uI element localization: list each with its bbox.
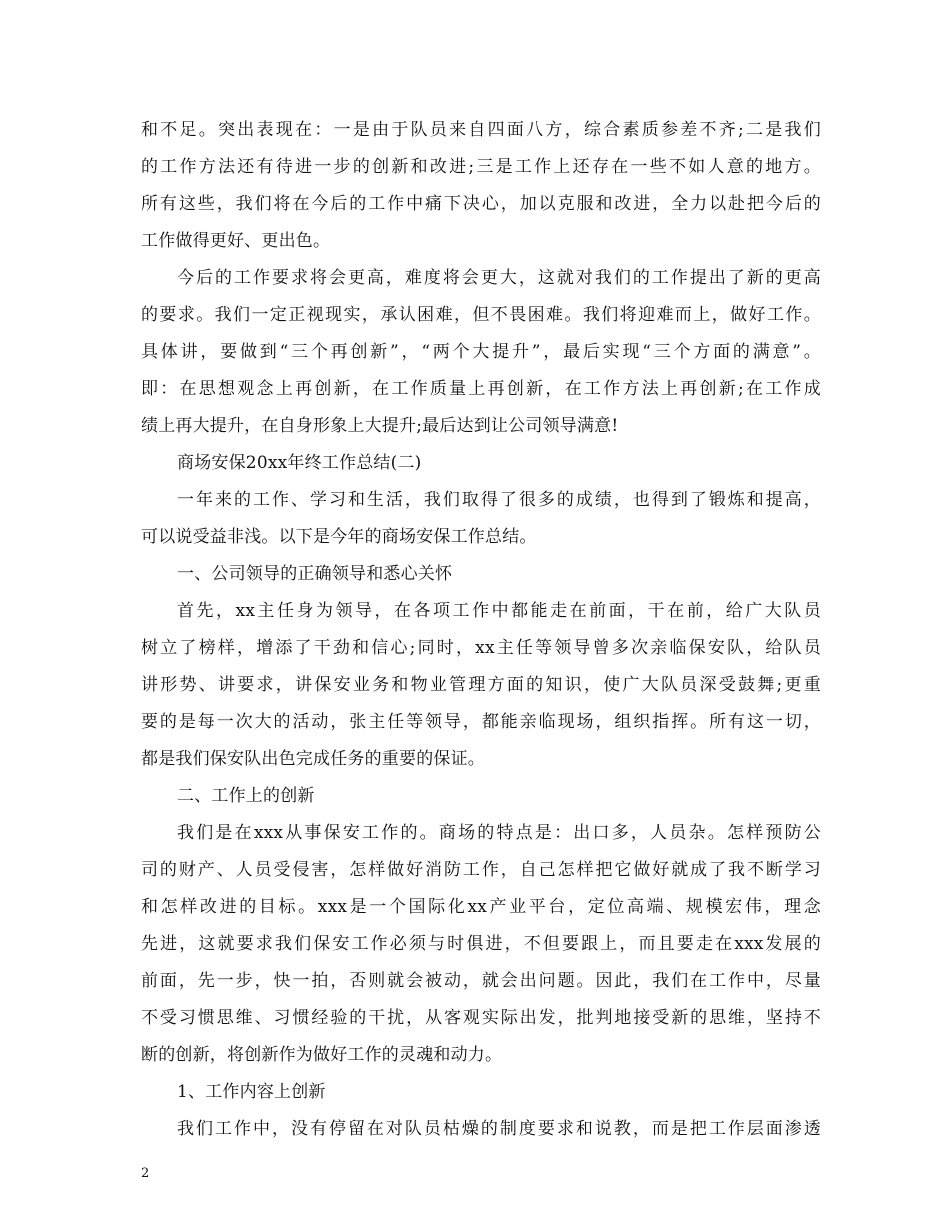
body-text-line: 不受习惯思维、习惯经验的干扰，从客观实际出发，批判地接受新的思维，坚持不 [141, 1008, 821, 1028]
body-text-line: 的要求。我们一定正视现实，承认困难，但不畏困难。我们将迎难而上，做好工作。 [141, 305, 821, 325]
body-text-line: 即：在思想观念上再创新，在工作质量上再创新，在工作方法上再创新;在工作成 [141, 379, 821, 399]
body-text-line: 先进，这就要求我们保安工作必须与时俱进，不但要跟上，而且要走在xxx发展的 [141, 934, 821, 954]
section-heading: 一、公司领导的正确领导和悉心关怀 [177, 564, 453, 584]
paragraph-first-line: 我们是在xxx从事保安工作的。商场的特点是：出口多，人员杂。怎样预防公 [177, 823, 821, 843]
body-text-line: 断的创新，将创新作为做好工作的灵魂和动力。 [141, 1045, 503, 1065]
section-title: 商场安保20xx年终工作总结(二) [177, 453, 422, 473]
body-text-line: 讲形势、讲要求，讲保安业务和物业管理方面的知识，使广大队员深受鼓舞;更重 [141, 675, 821, 695]
paragraph-first-line: 今后的工作要求将会更高，难度将会更大，这就对我们的工作提出了新的更高 [177, 268, 821, 288]
body-text-line: 可以说受益非浅。以下是今年的商场安保工作总结。 [141, 527, 537, 547]
paragraph-first-line: 我们工作中，没有停留在对队员枯燥的制度要求和说教，而是把工作层面渗透 [177, 1119, 821, 1139]
body-text-line: 树立了榜样，增添了干劲和信心;同时，xx主任等领导曾多次亲临保安队，给队员 [141, 638, 821, 658]
paragraph-first-line: 一年来的工作、学习和生活，我们取得了很多的成绩，也得到了锻炼和提高， [177, 490, 821, 510]
body-text-line: 的工作方法还有待进一步的创新和改进;三是工作上还存在一些不如人意的地方。 [141, 157, 821, 177]
body-text-line: 工作做得更好、更出色。 [141, 231, 331, 251]
body-text-line: 都是我们保安队出色完成任务的重要的保证。 [141, 749, 485, 769]
body-text-line: 具体讲，要做到“三个再创新”，“两个大提升”，最后实现“三个方面的满意”。 [141, 342, 821, 362]
body-text-line: 司的财产、人员受侵害，怎样做好消防工作，自己怎样把它做好就成了我不断学习 [141, 860, 821, 880]
section-heading: 二、工作上的创新 [177, 786, 315, 806]
body-text-line: 绩上再大提升，在自身形象上大提升;最后达到让公司领导满意! [141, 416, 619, 436]
body-text-line: 和怎样改进的目标。xxx是一个国际化xx产业平台，定位高端、规模宏伟，理念 [141, 897, 821, 917]
paragraph-first-line: 首先，xx主任身为领导，在各项工作中都能走在前面，干在前，给广大队员 [177, 601, 821, 621]
page-number: 2 [141, 1166, 150, 1181]
subsection-heading: 1、工作内容上创新 [177, 1082, 326, 1102]
body-text-line: 要的是每一次大的活动，张主任等领导，都能亲临现场，组织指挥。所有这一切， [141, 712, 821, 732]
body-text-line: 所有这些，我们将在今后的工作中痛下决心，加以克服和改进，全力以赴把今后的 [141, 194, 821, 214]
body-text-line: 前面，先一步，快一拍，否则就会被动，就会出问题。因此，我们在工作中，尽量 [141, 971, 821, 991]
body-text-line: 和不足。突出表现在：一是由于队员来自四面八方，综合素质参差不齐;二是我们 [141, 120, 821, 140]
